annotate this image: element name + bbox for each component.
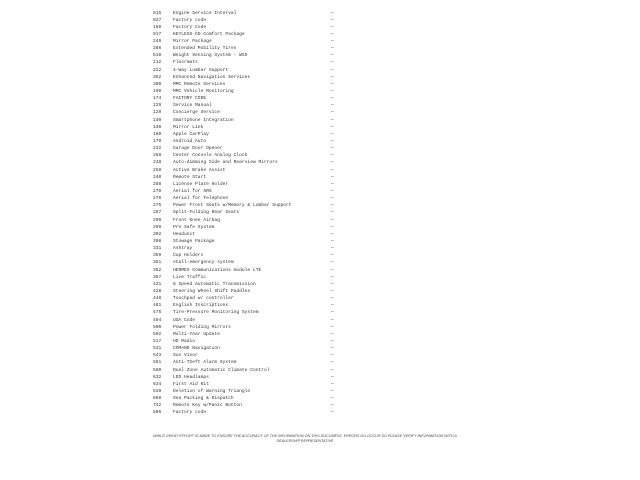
option-status: — [331,46,334,52]
option-code: 815 [153,10,162,16]
option-status: — [331,360,334,366]
option-description: Aerial for SRS [173,189,212,195]
option-description: English Inscriptions [173,303,229,309]
option-row [0,45,640,52]
option-code: 502 [153,331,162,337]
option-code: 331 [153,246,162,252]
option-row [0,324,640,331]
option-status: — [331,210,334,216]
option-status: — [331,310,334,316]
option-status: — [331,174,334,180]
option-description: Anti-Theft Alarm System [173,360,237,366]
option-code: 917 [153,31,162,37]
option-code: 240 [153,174,162,180]
option-description: Garage Door Opener [173,146,223,152]
option-description: Live Traffic [173,274,207,280]
option-description: Tire-Pressure Monitoring System [173,310,259,316]
option-description: Remote Start [173,174,207,180]
option-row [0,38,640,45]
option-description: Power Front Seats w/Memory & Lumbar Support [173,203,292,209]
option-status: — [331,338,334,344]
option-code: 212 [153,60,162,66]
option-code: 130 [153,124,162,130]
option-status: — [331,396,334,402]
disclaimer-text: WHILE GREAT EFFORT IS MADE TO ENSURE THE ACCURACY OF THE INFORMATION ON THIS DOCUMENT, ERRORS DO OCCUR SO PLEASE VERIFY INFORMATION WITH A DEALERSHIP REPRESENTATIVE [153,434,457,444]
option-status: — [331,81,334,87]
option-row [0,317,640,324]
option-description: COMAND Navigation [173,346,220,352]
option-status: — [331,274,334,280]
option-description: MMC Remote Services [173,81,226,87]
option-description: Factory Code [173,24,207,30]
option-code: 352 [153,74,162,80]
option-description: Deletion of Warning Triangle [173,388,251,394]
option-row [0,345,640,352]
option-code: 500 [153,324,162,330]
option-row [0,224,640,231]
option-row [0,302,640,309]
option-row [0,17,640,24]
option-row [0,10,640,17]
option-description: Factory code [173,410,207,416]
option-status: — [331,203,334,209]
option-row [0,167,640,174]
option-status: — [331,39,334,45]
option-status: — [331,146,334,152]
option-status: — [331,124,334,130]
option-code: 481 [153,303,162,309]
option-code: 232 [153,146,162,152]
option-row [0,174,640,181]
option-row [0,159,640,166]
option-status: — [331,31,334,37]
option-status: — [331,317,334,323]
option-status: — [331,331,334,337]
option-row [0,402,640,409]
option-code: 827 [153,17,162,23]
option-row [0,238,640,245]
option-row [0,281,640,288]
option-row [0,338,640,345]
option-row [0,124,640,131]
option-description: Power Folding Mirrors [173,324,231,330]
option-row [0,195,640,202]
option-description: Pre Safe System [173,224,215,230]
option-code: 299 [153,224,162,230]
option-code: 380 [153,81,162,87]
option-row [0,359,640,366]
option-row [0,202,640,209]
option-status: — [331,353,334,359]
option-status: — [331,253,334,259]
option-description: Weight Sensing System - WSS [173,53,248,59]
option-status: — [331,239,334,244]
option-description: 4-Way Lumbar Support [173,67,229,73]
option-code: 170 [153,139,162,145]
option-code: 275 [153,203,162,209]
option-code: 543 [153,353,162,359]
option-code: 632 [153,374,162,380]
option-row [0,181,640,188]
option-code: 190 [153,89,162,95]
option-row [0,188,640,195]
option-description: Smartphone Integration [173,117,234,123]
option-row [0,102,640,109]
option-row [0,88,640,95]
option-status: — [331,117,334,123]
option-code: 180 [153,131,162,137]
option-description: eCall-emergency system [173,260,234,266]
option-description: Center Console Analog Clock [173,153,248,159]
option-description: Headunit [173,231,196,237]
option-status: — [331,346,334,352]
option-row [0,152,640,159]
option-status: — [331,303,334,309]
option-status: — [331,17,334,23]
option-description: Mirror Package [173,39,212,45]
option-description: Floormats [173,60,198,66]
option-description: First Aid Kit [173,381,209,387]
option-code: 120 [153,110,162,116]
option-code: 362 [153,267,162,273]
option-status: — [331,53,334,59]
option-row [0,352,640,359]
option-status: — [331,296,334,302]
option-status: — [331,160,334,166]
option-code: 742 [153,403,162,409]
option-code: 421 [153,281,162,287]
option-row [0,138,640,145]
option-code: 302 [153,231,162,237]
option-row [0,381,640,388]
option-description: Apple CarPlay [173,131,209,137]
option-description: Ashtray [173,246,193,252]
option-description: Split-Folding Rear Seats [173,210,240,216]
option-row [0,409,640,416]
option-status: — [331,403,334,409]
option-row [0,209,640,216]
option-row [0,117,640,124]
option-row [0,374,640,381]
option-row [0,81,640,88]
option-code: 276 [153,196,162,202]
option-description: Stowage Package [173,239,215,244]
option-row [0,388,640,395]
option-status: — [331,196,334,202]
option-code: 806 [153,410,162,416]
option-code: 129 [153,103,162,109]
option-description: HERMES Communications module LTE [173,267,262,273]
option-status: — [331,410,334,416]
option-code: 266 [153,46,162,52]
option-description: Sea Packing & Dispatch [173,396,234,402]
option-status: — [331,103,334,109]
option-status: — [331,24,334,30]
option-code: 531 [153,346,162,352]
option-status: — [331,281,334,287]
option-code: 258 [153,167,162,173]
option-description: HD Radio [173,338,196,344]
option-code: 308 [153,239,162,244]
option-row [0,59,640,66]
option-description: KEYLESS-GO Comfort Package [173,31,245,37]
option-code: 475 [153,310,162,316]
option-code: 351 [153,260,162,266]
option-row [0,309,640,316]
option-row [0,231,640,238]
option-description: Aerial for Telephone [173,196,229,202]
option-description: Cup Holders [173,253,204,259]
option-row [0,288,640,295]
option-status: — [331,260,334,266]
option-status: — [331,267,334,273]
option-code: 248 [153,160,162,166]
option-description: Factory code [173,17,207,23]
option-row [0,295,640,302]
option-row [0,274,640,281]
option-status: — [331,367,334,373]
option-row [0,331,640,338]
option-row [0,109,640,116]
option-status: — [331,74,334,80]
option-status: — [331,10,334,16]
option-code: 174 [153,96,162,102]
option-code: 359 [153,253,162,259]
option-row [0,24,640,31]
option-description: Service Manual [173,103,212,109]
option-code: 222 [153,67,162,73]
option-code: 517 [153,338,162,344]
option-row [0,367,640,374]
option-status: — [331,181,334,187]
option-status: — [331,110,334,116]
option-status: — [331,153,334,159]
option-code: 160 [153,24,162,30]
option-status: — [331,139,334,145]
option-code: 268 [153,153,162,159]
option-row [0,95,640,102]
option-code: 270 [153,189,162,195]
option-description: Concierge Service [173,110,220,116]
option-code: 249 [153,39,162,45]
option-row [0,267,640,274]
option-row [0,145,640,152]
option-status: — [331,217,334,223]
option-description: MMC Vehicle Monitoring [173,89,234,95]
option-code: 551 [153,360,162,366]
option-status: — [331,96,334,102]
option-description: Auto-dimming Side and Rearview Mirrors [173,160,278,166]
option-description: Extended Mobility Tires [173,46,237,52]
option-row [0,31,640,38]
option-status: — [331,67,334,73]
option-code: 428 [153,288,162,294]
option-description: Active Brake Assist [173,167,226,173]
option-row [0,52,640,59]
option-description: LED Headlamps [173,374,209,380]
option-code: 448 [153,296,162,302]
option-code: 638 [153,388,162,394]
option-row [0,74,640,81]
option-description: Sun Visor [173,353,198,359]
option-code: 290 [153,217,162,223]
option-row [0,395,640,402]
option-description: Enhanced Navigation Services [173,74,251,80]
option-description: Steering Wheel Shift Paddles [173,288,251,294]
option-status: — [331,89,334,95]
option-code: 287 [153,210,162,216]
option-status: — [331,288,334,294]
option-description: Mirror Link [173,124,204,130]
option-code: 288 [153,181,162,187]
option-code: 634 [153,381,162,387]
option-code: 580 [153,367,162,373]
option-code: 810 [153,53,162,59]
option-status: — [331,381,334,387]
option-description: Android Auto [173,139,207,145]
option-status: — [331,231,334,237]
option-status: — [331,246,334,252]
option-status: — [331,167,334,173]
option-description: Remote Key w/Panic Button [173,403,242,409]
option-status: — [331,60,334,66]
option-code: 140 [153,117,162,123]
option-row [0,217,640,224]
option-status: — [331,388,334,394]
option-status: — [331,324,334,330]
option-row [0,252,640,259]
option-code: 494 [153,317,162,323]
option-code-list [0,10,640,417]
option-description: FACTORY CODE [173,96,207,102]
option-status: — [331,131,334,137]
option-description: License Plate Holder [173,181,229,187]
option-row [0,259,640,266]
option-status: — [331,224,334,230]
option-code: 668 [153,396,162,402]
option-description: Engine Service Interval [173,10,237,16]
option-status: — [331,374,334,380]
option-row [0,131,640,138]
option-status: — [331,189,334,195]
option-description: Multi-Year Update [173,331,220,337]
option-row [0,67,640,74]
option-description: Front Knee Airbag [173,217,220,223]
option-description: USA Code [173,317,196,323]
option-description: 8 Speed Automatic Transmission [173,281,256,287]
option-code: 367 [153,274,162,280]
option-row [0,245,640,252]
option-description: Touchpad w/ controller [173,296,234,302]
option-description: Dual Zone Automatic Climate Control [173,367,270,373]
